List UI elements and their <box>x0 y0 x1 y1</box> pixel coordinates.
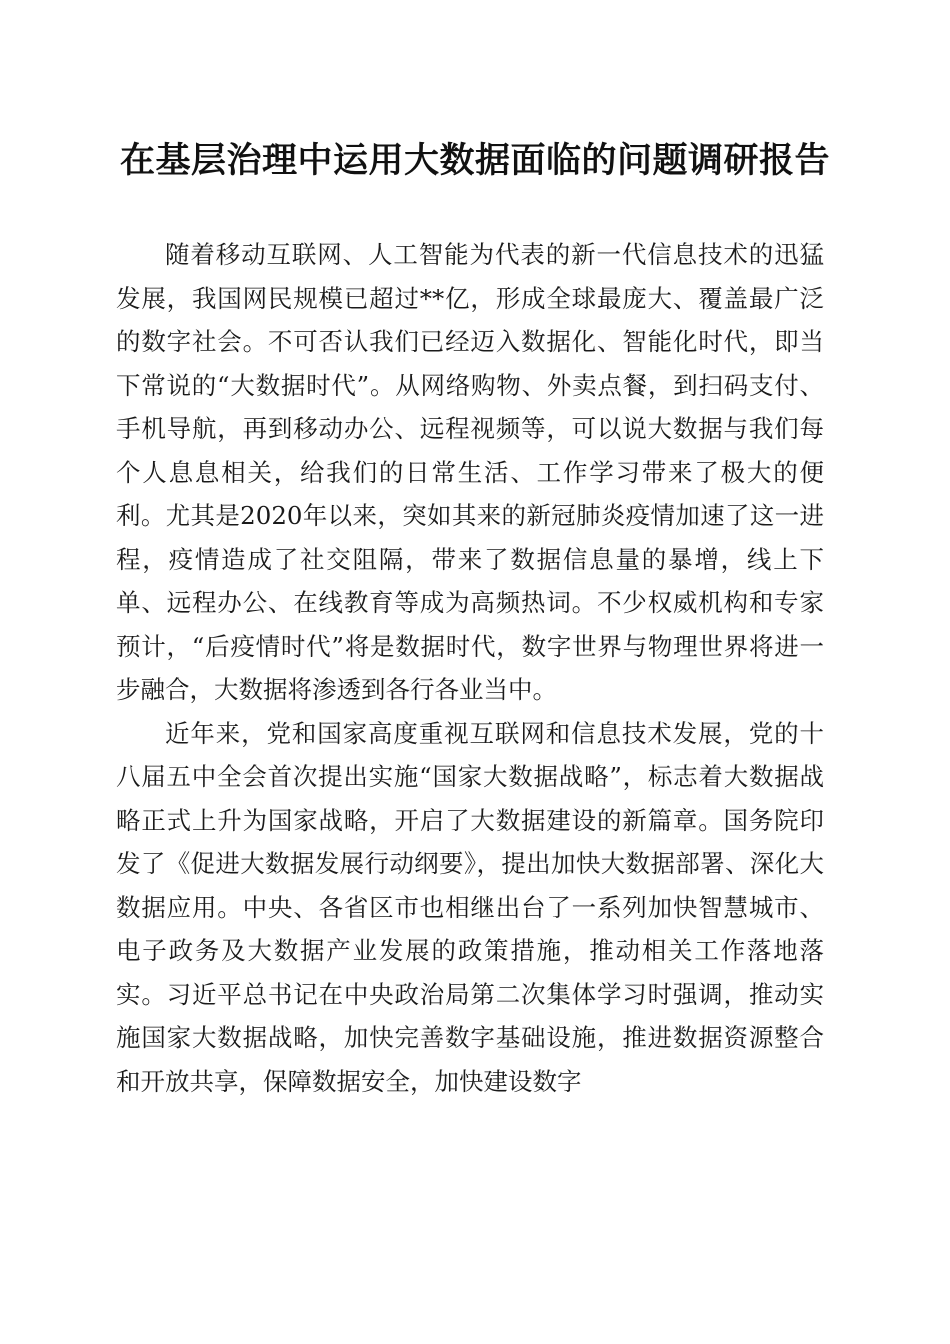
document-title: 在基层治理中运用大数据面临的问题调研报告 <box>119 140 830 181</box>
document-body <box>116 233 824 1103</box>
paragraph-2: 近年来，党和国家高度重视互联网和信息技术发展，党的十八届五中全会首次提出实施“国家大数据战略”，标志着大数据战略正式上升为国家战略，开启了大数据建设的新篇章。国务院印发了《促进大数据发展行动纲要》，提出加快大数据部署、深化大数据应用。中央、各省区市也相继出台了一系列加快智慧城市、电子政务及大数据产业发展的政策措施，推动相关工作落地落实。习近平总书记在中央政治局第二次集体学习时强调，推动实施国家大数据战略，加快完善数字基础设施，推进数据资源整合和开放共享，保障数据安全，加快建设数字 <box>116 718 824 1096</box>
paragraph-1: 随着移动互联网、人工智能为代表的新一代信息技术的迅猛发展，我国网民规模已超过**亿，形成全球最庞大、覆盖最广泛的数字社会。不可否认我们已经迈入数据化、智能化时代，即当下常说的“大数据时代”。从网络购物、外卖点餐，到扫码支付、手机导航，再到移动办公、远程视频等，可以说大数据与我们每个人息息相关，给我们的日常生活、工作学习带来了极大的便利。尤其是2020年以来，突如其来的新冠肺炎疫情加速了这一进程，疫情造成了社交阻隔，带来了数据信息量的暴增，线上下单、远程办公、在线教育等成为高频热词。不少权威机构和专家预计，“后疫情时代”将是数据时代，数字世界与物理世界将进一步融合，大数据将渗透到各行各业当中。 <box>116 240 824 704</box>
